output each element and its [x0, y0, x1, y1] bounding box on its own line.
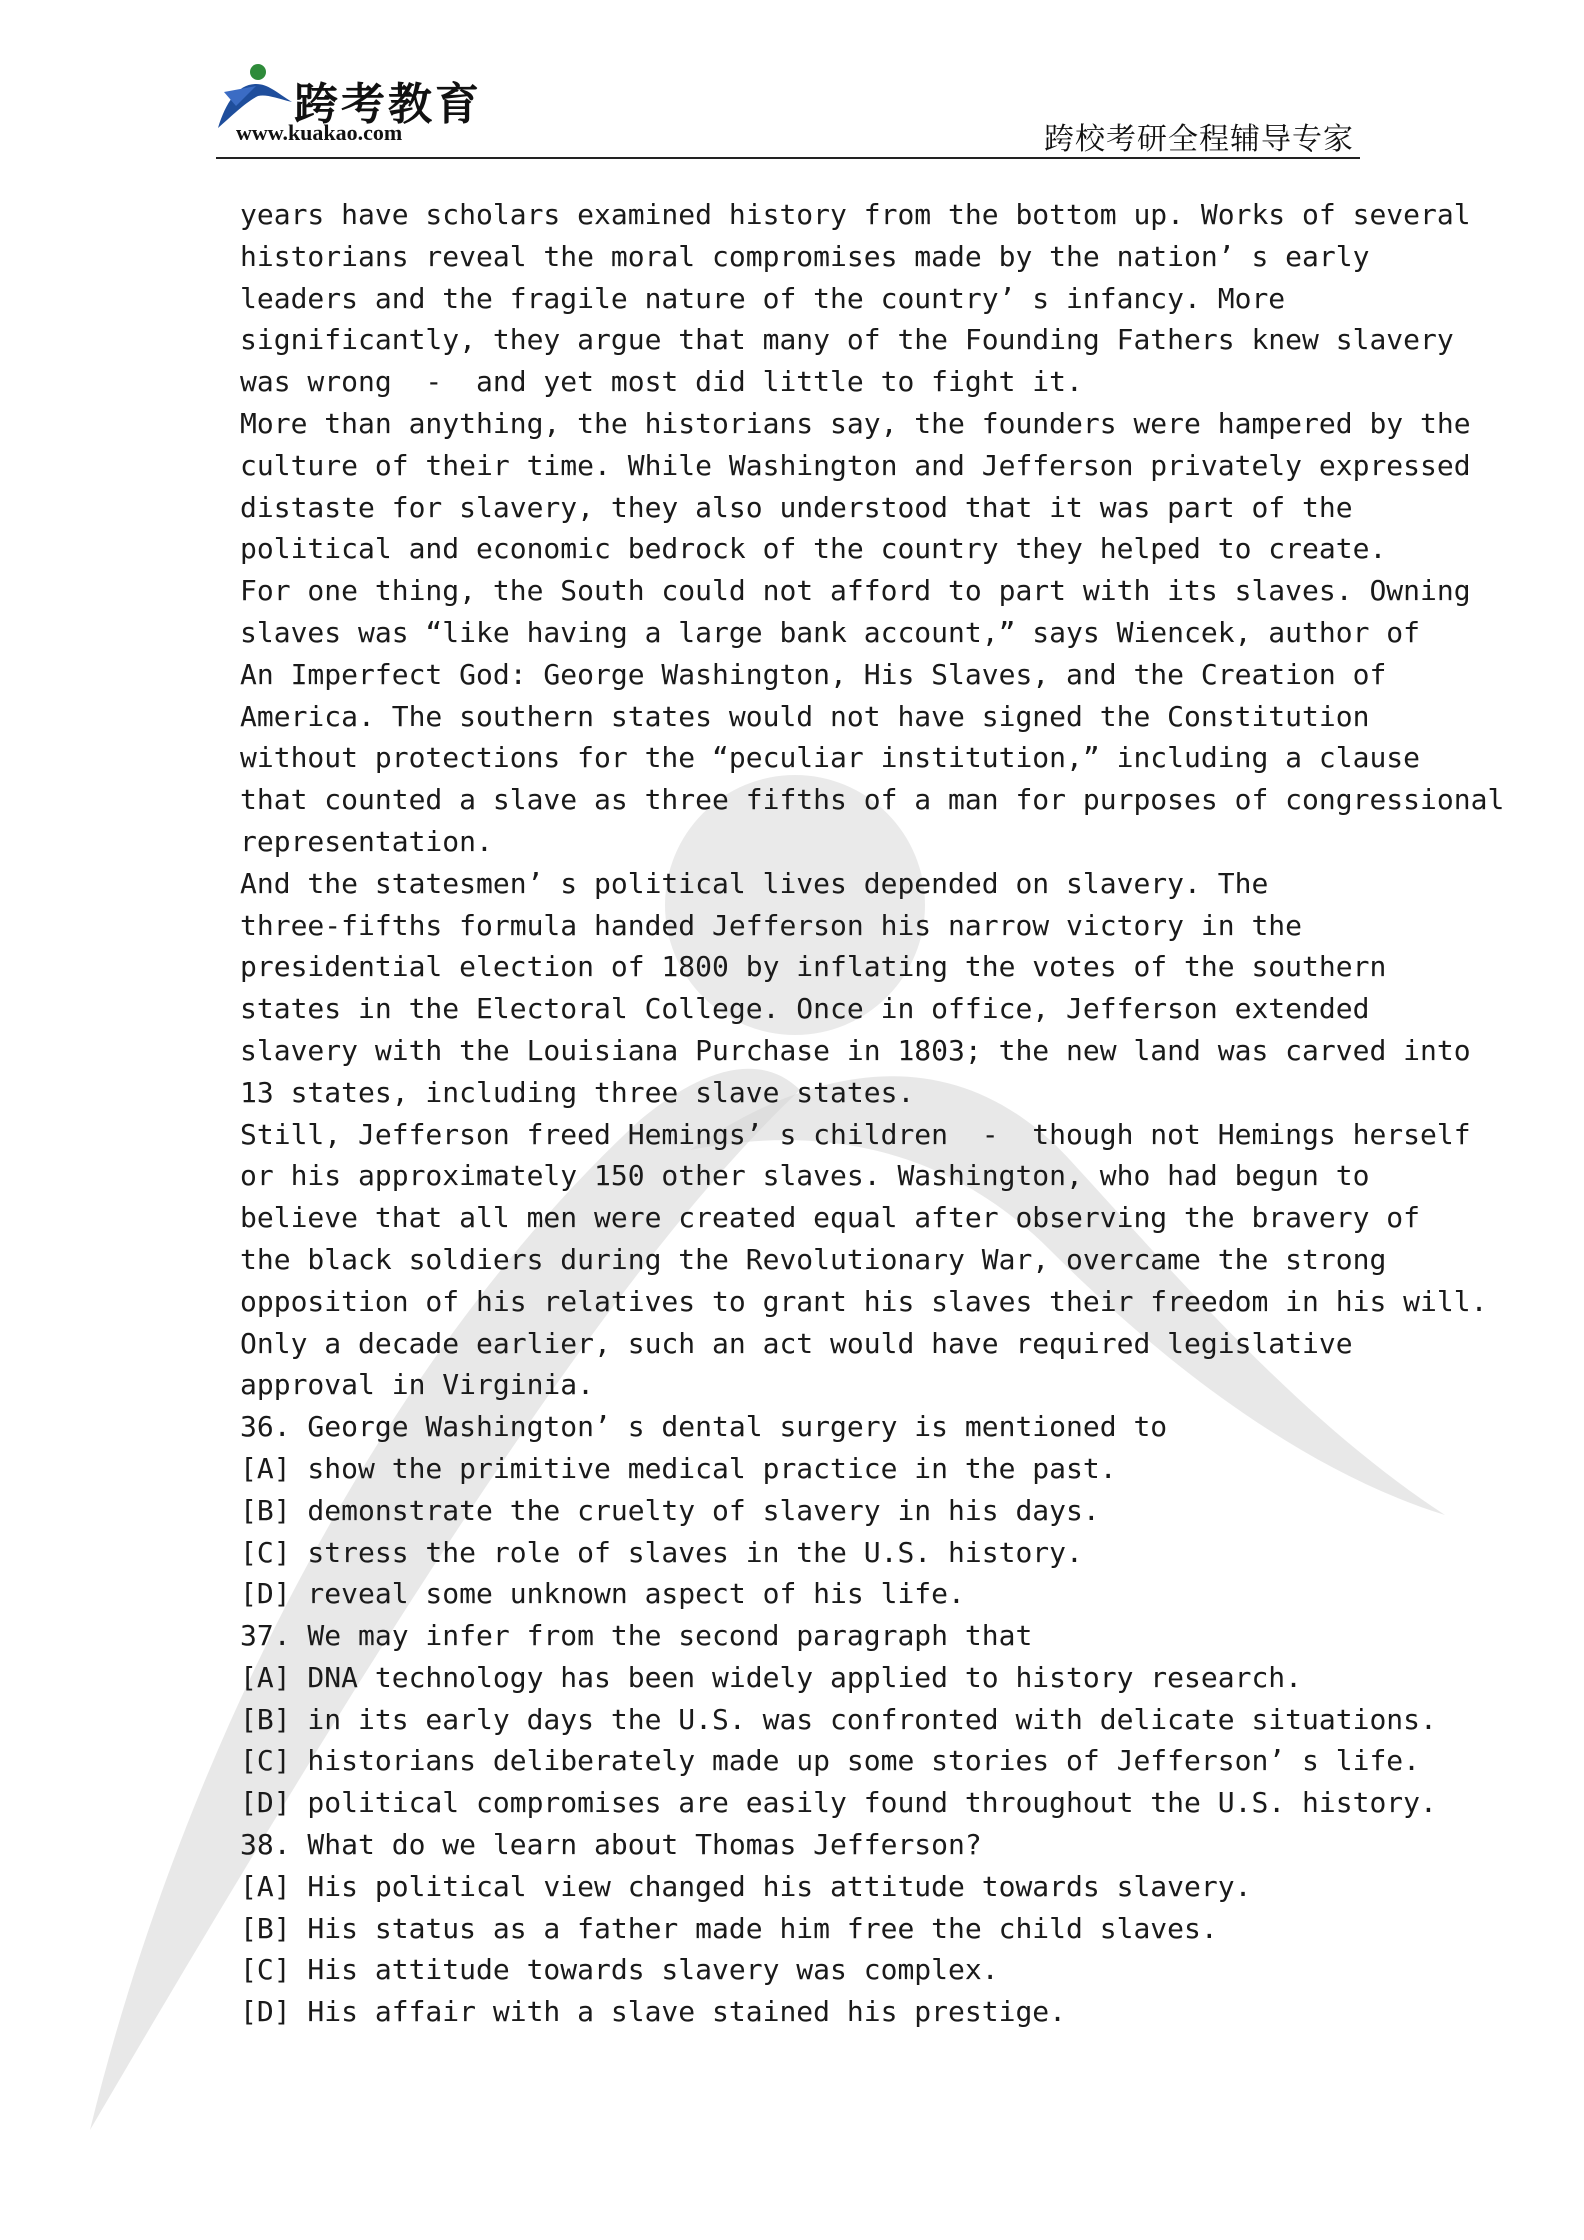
text-line: [B] demonstrate the cruelty of slavery in his days. — [240, 1493, 1100, 1527]
text-line: leaders and the fragile nature of the country’ s infancy. More — [240, 281, 1286, 315]
text-line: significantly, they argue that many of the Founding Fathers knew slavery — [240, 323, 1454, 357]
text-line: that counted a slave as three fifths of a man for purposes of congressional — [240, 783, 1505, 817]
text-line: historians reveal the moral compromises made by the nation’ s early — [240, 239, 1370, 273]
text-line: presidential election of 1800 by inflating the votes of the southern — [240, 950, 1387, 984]
text-line: approval in Virginia. — [240, 1368, 595, 1402]
text-line: political and economic bedrock of the country they helped to create. — [240, 532, 1387, 566]
text-line: representation. — [240, 824, 493, 858]
text-line: the black soldiers during the Revolutionary War, overcame the strong — [240, 1242, 1387, 1276]
text-line: slaves was “like having a large bank account,” says Wiencek, author of — [240, 615, 1421, 649]
text-line: [A] DNA technology has been widely applied to history research. — [240, 1660, 1303, 1694]
text-line: [D] His affair with a slave stained his prestige. — [240, 1995, 1067, 2029]
text-line: [D] reveal some unknown aspect of his life. — [240, 1577, 965, 1611]
text-line: slavery with the Louisiana Purchase in 1803; the new land was carved into — [240, 1033, 1471, 1067]
page-header — [0, 0, 1584, 165]
text-line: states in the Electoral College. Once in office, Jefferson extended — [240, 992, 1370, 1026]
text-line: distaste for slavery, they also understood that it was part of the — [240, 490, 1353, 524]
text-line: three-fifths formula handed Jefferson his narrow victory in the — [240, 908, 1303, 942]
text-line: [B] in its early days the U.S. was confronted with delicate situations. — [240, 1702, 1437, 1736]
text-line: [D] political compromises are easily found throughout the U.S. history. — [240, 1786, 1437, 1820]
text-line: 37. We may infer from the second paragraph that — [240, 1619, 1033, 1653]
header-divider — [216, 157, 1360, 159]
logo — [216, 62, 516, 152]
header-tagline: 跨校考研全程辅导专家 — [1044, 122, 1354, 157]
text-line: years have scholars examined history from the bottom up. Works of several — [240, 198, 1471, 231]
text-line: or his approximately 150 other slaves. Washington, who had begun to — [240, 1159, 1370, 1193]
document-body — [240, 194, 1505, 2033]
text-line: America. The southern states would not have signed the Constitution — [240, 699, 1370, 733]
text-line: 36. George Washington’ s dental surgery is mentioned to — [240, 1410, 1168, 1444]
text-line: [C] historians deliberately made up some stories of Jefferson’ s life. — [240, 1744, 1421, 1778]
text-line: [C] stress the role of slaves in the U.S. history. — [240, 1535, 1083, 1569]
text-line: An Imperfect God: George Washington, His Slaves, and the Creation of — [240, 657, 1387, 691]
text-line: [C] His attitude towards slavery was complex. — [240, 1953, 999, 1987]
logo-text: 跨考教育 — [294, 79, 482, 130]
text-line: And the statesmen’ s political lives depended on slavery. The — [240, 866, 1269, 900]
logo-url: www.kuakao.com — [236, 120, 403, 145]
text-line: [A] show the primitive medical practice in the past. — [240, 1451, 1117, 1485]
text-line: 13 states, including three slave states. — [240, 1075, 915, 1109]
text-line: opposition of his relatives to grant his slaves their freedom in his will. — [240, 1284, 1488, 1318]
text-line: 38. What do we learn about Thomas Jefferson? — [240, 1828, 982, 1862]
text-line: [A] His political view changed his attitude towards slavery. — [240, 1869, 1252, 1903]
text-line: believe that all men were created equal after observing the bravery of — [240, 1201, 1421, 1235]
text-line: Only a decade earlier, such an act would have required legislative — [240, 1326, 1353, 1360]
text-line: without protections for the “peculiar institution,” including a clause — [240, 741, 1421, 775]
text-line: was wrong - and yet most did little to fight it. — [240, 365, 1083, 399]
text-line: More than anything, the historians say, the founders were hampered by the — [240, 406, 1471, 440]
text-line: For one thing, the South could not afford to part with its slaves. Owning — [240, 574, 1471, 608]
text-line: Still, Jefferson freed Hemings’ s children - though not Hemings herself — [240, 1117, 1471, 1151]
text-line: culture of their time. While Washington and Jefferson privately expressed — [240, 448, 1471, 482]
text-line: [B] His status as a father made him free the child slaves. — [240, 1911, 1218, 1945]
